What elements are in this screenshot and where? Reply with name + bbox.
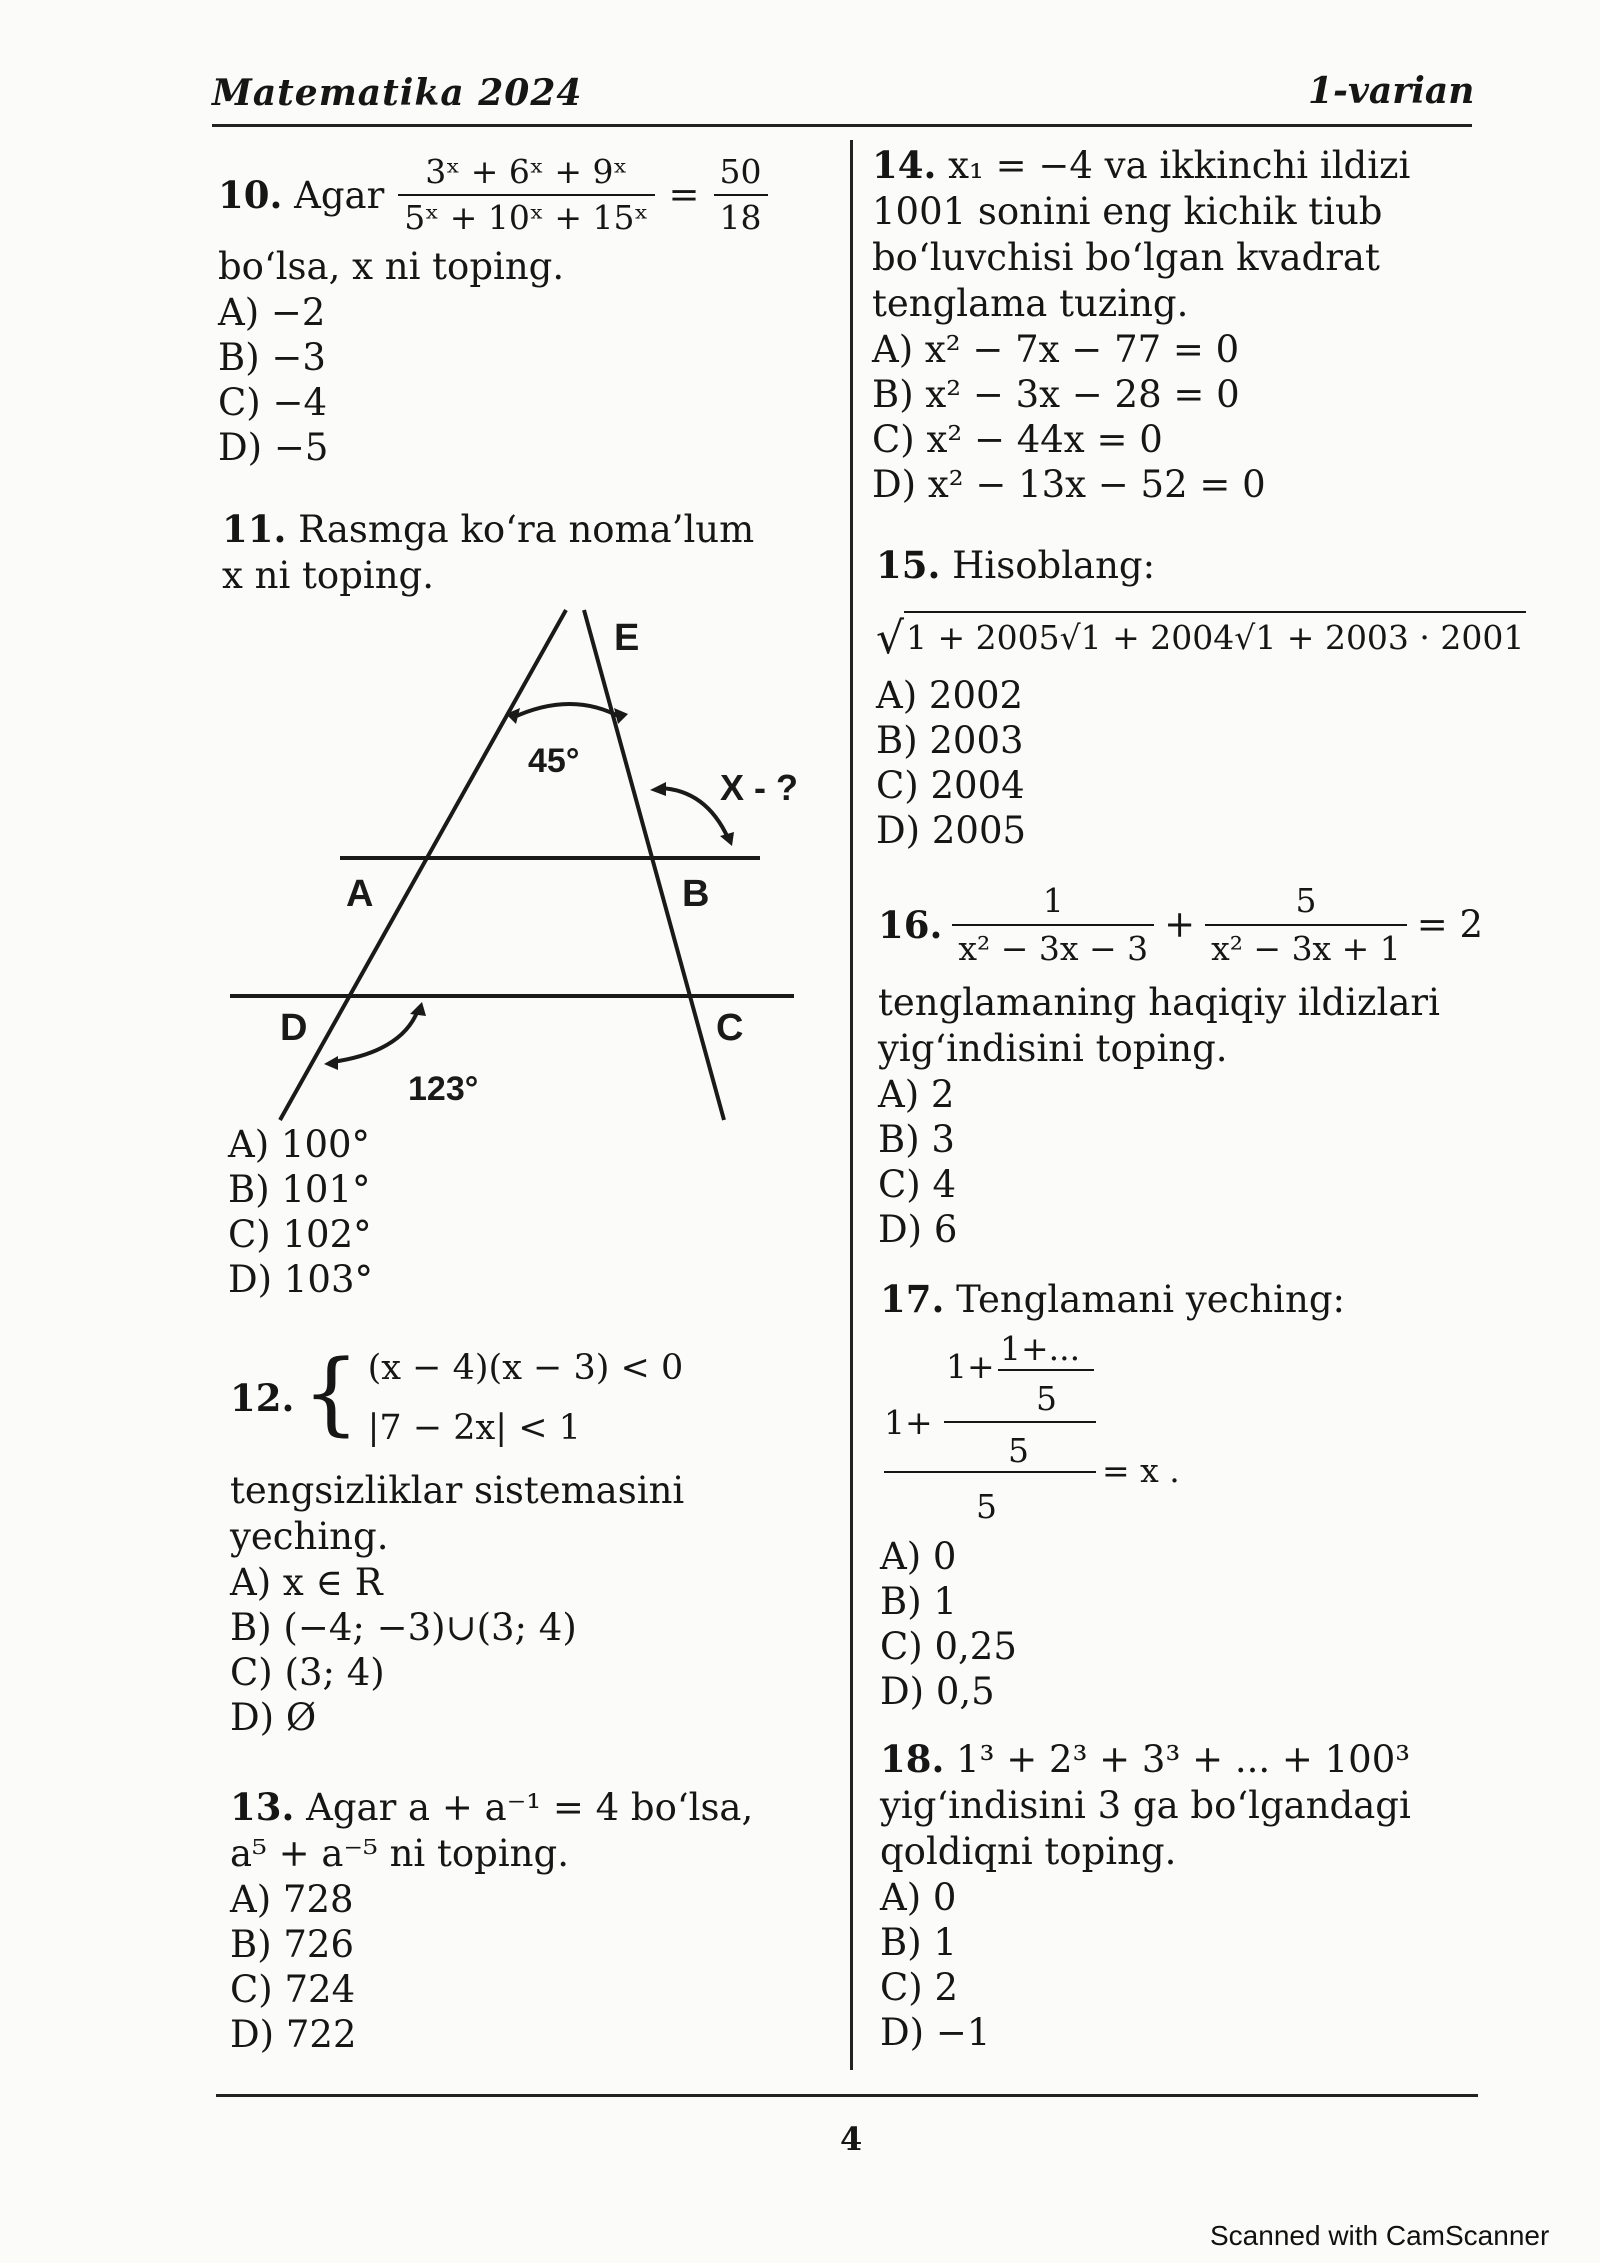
fraction-lhs <box>398 150 654 240</box>
option-d[interactable]: D) 6 <box>878 1208 958 1251</box>
option-d[interactable]: D) 0,5 <box>880 1670 995 1713</box>
arrowhead <box>720 832 734 846</box>
equation-rhs: = 2 <box>1416 903 1484 946</box>
option-b[interactable]: B) −3 <box>218 336 326 379</box>
option-d[interactable]: D) −5 <box>218 426 329 469</box>
option-c[interactable]: C) 102° <box>228 1213 372 1256</box>
arrowhead <box>410 1002 426 1016</box>
question-number: 17. <box>880 1277 945 1321</box>
question-text: bo‘luvchisi bo‘lgan kvadrat <box>872 236 1380 279</box>
question-lead: Agar <box>294 173 385 217</box>
fraction-denominator: 5ˣ + 10ˣ + 15ˣ <box>404 198 649 237</box>
angle-arc-123 <box>332 1010 418 1062</box>
label-b: B <box>682 873 710 915</box>
question-number: 10. <box>218 172 283 217</box>
question-15 <box>876 542 1526 853</box>
question-text: 1001 sonini eng kichik tiub <box>872 190 1383 233</box>
question-text: x₁ = −4 va ikkinchi ildizi <box>948 144 1411 187</box>
option-a[interactable]: A) x² − 7x − 77 = 0 <box>872 328 1240 371</box>
inequality-system <box>368 1338 684 1458</box>
cf-one-plus-inner: 1+ <box>946 1347 995 1386</box>
option-b[interactable]: B) 2003 <box>876 719 1024 762</box>
option-c[interactable]: C) x² − 44x = 0 <box>872 418 1163 461</box>
question-11 <box>222 506 754 599</box>
radical-expression: 1 + 2005√1 + 2004√1 + 2003 · 2001 <box>904 611 1526 661</box>
option-a[interactable]: A) 2002 <box>876 674 1024 717</box>
label-e: E <box>614 617 640 659</box>
question-text: qoldiqni toping. <box>880 1830 1177 1873</box>
question-text: 1³ + 2³ + 3³ + ... + 100³ <box>956 1738 1411 1781</box>
question-number: 16. <box>878 903 943 947</box>
option-c[interactable]: C) (3; 4) <box>230 1651 385 1694</box>
option-d[interactable]: D) 103° <box>228 1258 373 1301</box>
option-a[interactable]: A) 0 <box>880 1535 957 1578</box>
option-a[interactable]: A) x ∈ R <box>230 1561 383 1604</box>
option-d[interactable]: D) Ø <box>230 1696 317 1739</box>
option-a[interactable]: A) 100° <box>228 1123 371 1166</box>
question-17 <box>880 1276 1345 1323</box>
footer-divider <box>216 2094 1478 2097</box>
option-c[interactable]: C) 724 <box>230 1968 356 2011</box>
label-a: A <box>346 873 374 915</box>
option-c[interactable]: C) 2004 <box>876 764 1025 807</box>
label-unknown: X - ? <box>720 767 798 808</box>
question-number: 14. <box>872 143 937 187</box>
question-text: yig‘indisini toping. <box>878 1027 1228 1070</box>
label-angle-45: 45° <box>528 742 580 780</box>
question-number: 15. <box>876 543 941 587</box>
fraction-numerator: 5 <box>1205 878 1407 926</box>
angle-arc-x <box>660 788 728 838</box>
option-b[interactable]: B) 101° <box>228 1168 371 1211</box>
fraction-rhs <box>714 150 768 240</box>
header-divider <box>212 124 1472 127</box>
question-text: yeching. <box>230 1515 389 1558</box>
question-12 <box>230 1338 684 1740</box>
radical-sign: √ <box>876 613 905 664</box>
question-text: Hisoblang: <box>952 544 1156 587</box>
option-c[interactable]: C) −4 <box>218 381 328 424</box>
question-11-options <box>228 1122 373 1302</box>
option-b[interactable]: B) (−4; −3)∪(3; 4) <box>230 1606 577 1649</box>
option-a[interactable]: A) −2 <box>218 291 326 334</box>
option-b[interactable]: B) 1 <box>880 1921 957 1964</box>
question-16: 16. $\frac{1}{\text{x² − 3x − 3}}$ + $\frac{5}{\text{x² − 3x + 1}}$ = 2 tenglamaning haqiqiy ildizlari yig‘indisini toping. A) 2 B) 3 C) 4 D) 6 <box>878 878 1483 1252</box>
angle-arc-45 <box>512 704 622 718</box>
option-d[interactable]: D) −1 <box>880 2011 991 2054</box>
question-17-options <box>880 1534 1017 1714</box>
fraction-numerator: 1 <box>952 878 1154 926</box>
question-10: 10. Agar $\frac{\text{3ˣ + 6ˣ + 9ˣ}}{\text{5ˣ + 10ˣ + 15ˣ}}$ = $\frac{50}{18}$ bo‘lsa, x ni toping. A) −2 B) −3 C) −4 D) −5 <box>218 150 768 470</box>
question-text: tenglama tuzing. <box>872 282 1189 325</box>
scanner-watermark: Scanned with CamScanner <box>1210 2220 1550 2251</box>
option-c[interactable]: C) 2 <box>880 1966 959 2009</box>
header-title: Matematika 2024 <box>212 72 583 114</box>
question-number: 13. <box>230 1785 295 1829</box>
cf-innermost: 1+... <box>1000 1332 1081 1368</box>
option-d[interactable]: D) 2005 <box>876 809 1027 852</box>
question-13 <box>230 1784 753 2057</box>
question-18 <box>880 1736 1411 2055</box>
fraction-numerator: 50 <box>714 150 768 196</box>
question-number: 18. <box>880 1737 945 1781</box>
option-b[interactable]: B) 726 <box>230 1923 355 1966</box>
option-b[interactable]: B) 3 <box>878 1118 955 1161</box>
fraction-denominator: x² − 3x + 1 <box>1211 929 1401 968</box>
fraction-numerator: 3ˣ + 6ˣ + 9ˣ <box>398 150 654 196</box>
arrowhead <box>650 782 666 796</box>
geometry-diagram <box>220 600 820 1140</box>
option-c[interactable]: C) 0,25 <box>880 1625 1017 1668</box>
fraction-denominator: x² − 3x − 3 <box>958 929 1149 968</box>
header-variant: 1-varian <box>1308 70 1475 112</box>
option-d[interactable]: D) 722 <box>230 2013 357 2056</box>
label-angle-123: 123° <box>408 1070 479 1108</box>
label-d: D <box>280 1007 308 1049</box>
option-a[interactable]: A) 0 <box>880 1876 957 1919</box>
option-b[interactable]: B) x² − 3x − 28 = 0 <box>872 373 1240 416</box>
fraction-1 <box>952 878 1154 972</box>
inequality-1: (x − 4)(x − 3) < 0 <box>367 1348 684 1388</box>
cf-rhs: = x . <box>1102 1451 1180 1490</box>
cf-five-3: 5 <box>976 1487 997 1526</box>
option-a[interactable]: A) 728 <box>230 1878 354 1921</box>
side-ec <box>584 610 724 1120</box>
fraction-2 <box>1205 878 1407 972</box>
question-text: Tenglamani yeching: <box>956 1278 1345 1321</box>
arrowhead <box>324 1056 338 1070</box>
question-text: tengsizliklar sistemasini <box>230 1469 685 1512</box>
system-brace: { <box>302 1341 360 1446</box>
option-d[interactable]: D) x² − 13x − 52 = 0 <box>872 463 1266 506</box>
question-text: bo‘lsa, x ni toping. <box>218 245 565 288</box>
question-text: yig‘indisini 3 ga bo‘lgandagi <box>880 1784 1411 1827</box>
question-text: a⁵ + a⁻⁵ ni toping. <box>230 1832 569 1875</box>
label-c: C <box>716 1007 744 1049</box>
option-b[interactable]: B) 1 <box>880 1580 957 1623</box>
option-c[interactable]: C) 4 <box>878 1163 957 1206</box>
option-a[interactable]: A) 2 <box>878 1073 955 1116</box>
question-text: Agar a + a⁻¹ = 4 bo‘lsa, <box>306 1786 754 1829</box>
question-number: 11. <box>222 507 287 551</box>
question-text: tenglamaning haqiqiy ildizlari <box>878 981 1440 1024</box>
question-text: Rasmga ko‘ra noma’lum <box>298 508 755 551</box>
question-text: x ni toping. <box>222 554 434 597</box>
continued-fraction <box>880 1332 1240 1532</box>
column-divider <box>850 140 853 2070</box>
fraction-denominator: 18 <box>719 198 762 237</box>
side-ed <box>280 610 566 1120</box>
page-number: 4 <box>840 2120 863 2158</box>
question-14 <box>872 142 1410 507</box>
question-number: 12. <box>230 1376 295 1420</box>
nested-radical <box>876 611 1526 664</box>
cf-five-1: 5 <box>1036 1379 1057 1418</box>
inequality-2: |7 − 2x| < 1 <box>367 1408 581 1448</box>
cf-one-plus-outer: 1+ <box>884 1403 933 1442</box>
cf-five-2: 5 <box>1008 1431 1029 1470</box>
